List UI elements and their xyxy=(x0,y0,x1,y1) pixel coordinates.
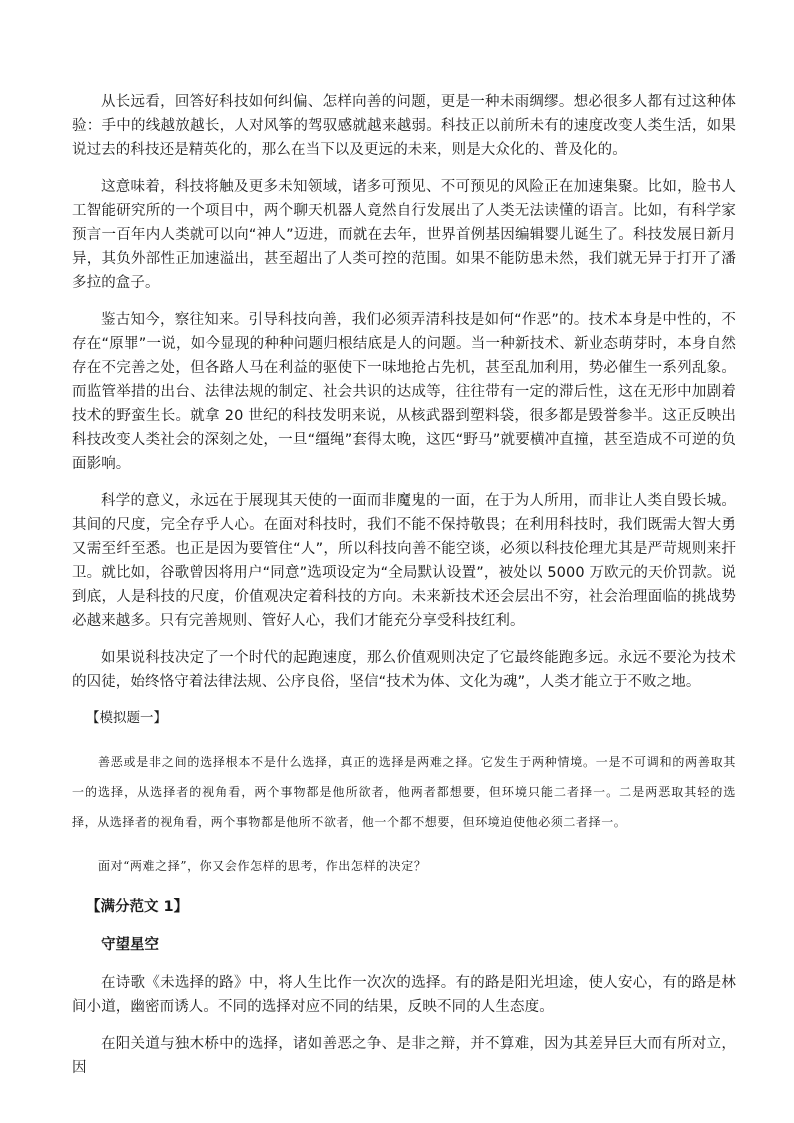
document-page xyxy=(72,90,736,1093)
question-prompt: 面对“两难之择”，你又会作怎样的思考，作出怎样的决定？ xyxy=(98,859,427,873)
essay-paragraph-1: 在诗歌《未选择的路》中，将人生比作一次次的选择。有的路是阳光坦途，使人安心，有的路是林间小道，幽密而诱人。不同的选择对应不同的结果，反映不同的人生态度。 xyxy=(72,975,736,1015)
body-paragraph-4: 科学的意义，永远在于展现其天使的一面而非魔鬼的一面，在于为人所用，而非让人类自毁长城。其间的尺度，完全存乎人心。在面对科技时，我们不能不保持敬畏；在利用科技时，我们既需大智大勇又需至纤至悉。也正是因为要管住“人”，所以科技向善不能空谈，必须以科技伦理尤其是严苛规则来扞卫。就比如，谷歌曾因将用户“同意”选项设定为“全局默认设置”，被处以 5000 万欧元的天价罚款。说到底，人是科技的尺度，价值观决定着科技的方向。未来新技术还会层出不穷，社会治理面临的挑战势必越来越多。只有完善规则、管好人心，我们才能充分享受科技红利。 xyxy=(72,493,736,629)
question-label: 【模拟题一】 xyxy=(86,710,167,726)
body-paragraph-3: 鉴古知今，察往知来。引导科技向善，我们必须弄清科技是如何“作恶”的。技术本身是中性的，不存在“原罪”一说，如今显现的种种问题归根结底是人的问题。当一种新技术、新业态萌芽时，本身自然存在不完善之处，但各路人马在利益的驱使下一味地抢占先机，甚至乱加利用，势必催生一系列乱象。而监管举措的出台、法律法规的制定、社会共识的达成等，往往带有一定的滞后性，这在无形中加剧着技术的野蛮生长。就拿 20 世纪的科技发明来说，从核武器到塑料袋，很多都是毁誉参半。这正反映出科技改变人类社会的深刻之处，一旦“缰绳”套得太晚，这匹“野马”就要横冲直撞，甚至造成不可逆的负面影响。 xyxy=(72,312,736,472)
question-text: 善恶或是非之间的选择根本不是什么选择，真正的选择是两难之择。它发生于两种情境。一是不可调和的两善取其一的选择，从选择者的视角看，两个事物都是他所欲者，他两者都想要，但环境只能二者择一。二是两恶取其轻的选择，从选择者的视角看，两个事物都是他所不欲者，他一个都不想要，但环境迫使他必须二者择一。 xyxy=(72,755,736,829)
essay-paragraph-2: 在阳关道与独木桥中的选择，诸如善恶之争、是非之辩，并不算难，因为其差异巨大而有所对立，因 xyxy=(72,1036,736,1076)
essay-title: 守望星空 xyxy=(101,937,159,953)
essay-label: 【满分范文 1】 xyxy=(86,899,189,915)
body-paragraph-1: 从长远看，回答好科技如何纠偏、怎样向善的问题，更是一种未雨绸缪。想必很多人都有过这种体验：手中的线越放越长，人对风筝的驾驭感就越来越弱。科技正以前所未有的速度改变人类生活，如果说过去的科技还是精英化的，那么在当下以及更远的未来，则是大众化的、普及化的。 xyxy=(72,94,736,158)
body-paragraph-2: 这意味着，科技将触及更多未知领域，诸多可预见、不可预见的风险正在加速集聚。比如，脸书人工智能研究所的一个项目中，两个聊天机器人竟然自行发展出了人类无法读懂的语言。比如，有科学家预言一百年内人类就可以向“神人”迈进，而就在去年，世界首例基因编辑婴儿诞生了。科技发展日新月异，其负外部性正加速溢出，甚至超出了人类可控的范围。如果不能防患未然，我们就无异于打开了潘多拉的盒子。 xyxy=(72,179,736,291)
body-paragraph-5: 如果说科技决定了一个时代的起跑速度，那么价值观则决定了它最终能跑多远。永远不要沦为技术的囚徒，始终恪守着法律法规、公序良俗，坚信“技术为体、文化为魂”，人类才能立于不败之地。 xyxy=(72,650,736,690)
